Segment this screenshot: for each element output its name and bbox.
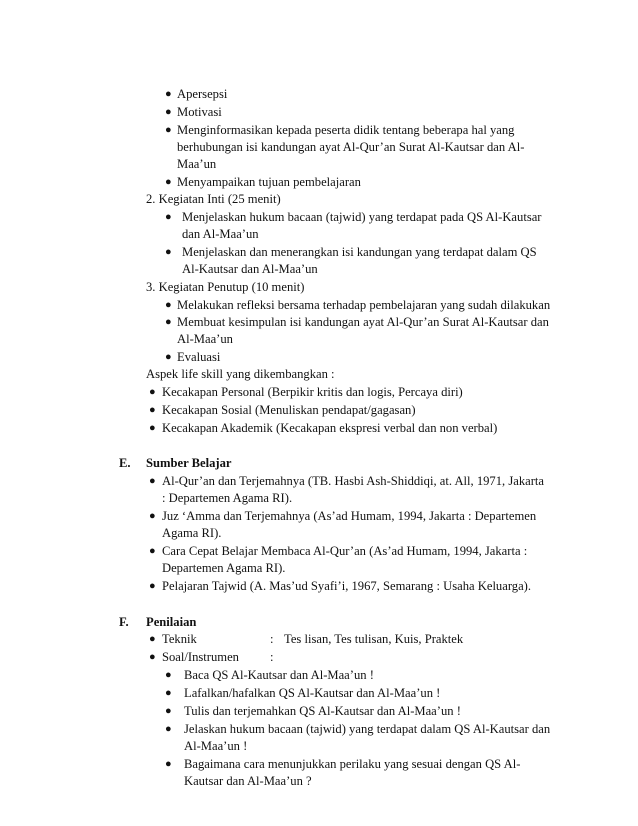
list-item-continuation: Al-Maa’un xyxy=(177,332,233,346)
penilaian-label-teknik: Teknik xyxy=(162,632,197,646)
list-item-continuation: Departemen Agama RI). xyxy=(162,561,286,575)
penilaian-separator: : xyxy=(270,650,274,664)
list-item: Kecakapan Akademik (Kecakapan ekspresi verbal dan non verbal) xyxy=(162,421,498,435)
bullet-icon: ● xyxy=(165,106,172,118)
bullet-icon: ● xyxy=(165,124,172,136)
bullet-icon: ● xyxy=(149,422,156,434)
bullet-icon: ● xyxy=(165,687,172,699)
question-item: Tulis dan terjemahkan QS Al-Kautsar dan Al-Maa’un ! xyxy=(184,704,461,718)
penilaian-separator: : xyxy=(270,632,274,646)
bullet-icon: ● xyxy=(165,669,172,681)
bullet-icon: ● xyxy=(165,88,172,100)
list-item: Menjelaskan hukum bacaan (tajwid) yang terdapat pada QS Al-Kautsar xyxy=(182,210,542,224)
penilaian-value-teknik: Tes lisan, Tes tulisan, Kuis, Praktek xyxy=(284,632,464,646)
list-item: Juz ‘Amma dan Terjemahnya (As’ad Humam, 1994, Jakarta : Departemen xyxy=(162,509,537,523)
list-item: Al-Qur’an dan Terjemahnya (TB. Hasbi Ash-Shiddiqi, at. All, 1971, Jakarta xyxy=(162,474,544,488)
question-item: Jelaskan hukum bacaan (tajwid) yang terdapat dalam QS Al-Kautsar dan xyxy=(184,722,551,736)
question-item-continuation: Al-Maa’un ! xyxy=(184,739,248,753)
list-item: Membuat kesimpulan isi kandungan ayat Al-Qur’an Surat Al-Kautsar dan xyxy=(177,315,549,329)
section-f-letter: F. xyxy=(119,615,129,629)
bullet-icon: ● xyxy=(149,386,156,398)
list-item: Apersepsi xyxy=(177,87,228,101)
bullet-icon: ● xyxy=(149,580,156,592)
list-item: Kecakapan Sosial (Menuliskan pendapat/gagasan) xyxy=(162,403,416,417)
list-item-continuation: Agama RI). xyxy=(162,526,222,540)
list-item-continuation: berhubungan isi kandungan ayat Al-Qur’an Surat Al-Kautsar dan Al- xyxy=(177,140,525,154)
list-item: Menyampaikan tujuan pembelajaran xyxy=(177,175,361,189)
life-skill-heading: Aspek life skill yang dikembangkan : xyxy=(146,367,335,381)
list-item: Menginformasikan kepada peserta didik tentang beberapa hal yang xyxy=(177,123,515,137)
question-item: Bagaimana cara menunjukkan perilaku yang sesuai dengan QS Al- xyxy=(184,757,521,771)
question-item: Baca QS Al-Kautsar dan Al-Maa’un ! xyxy=(184,668,374,682)
kegiatan-inti-heading: 2. Kegiatan Inti (25 menit) xyxy=(146,192,281,206)
list-item: Evaluasi xyxy=(177,350,221,364)
bullet-icon: ● xyxy=(149,475,156,487)
bullet-icon: ● xyxy=(165,211,172,223)
bullet-icon: ● xyxy=(149,633,156,645)
list-item: Menjelaskan dan menerangkan isi kandungan yang terdapat dalam QS xyxy=(182,245,537,259)
list-item-continuation: Al-Kautsar dan Al-Maa’un xyxy=(182,262,318,276)
bullet-icon: ● xyxy=(165,176,172,188)
list-item-continuation: dan Al-Maa’un xyxy=(182,227,259,241)
bullet-icon: ● xyxy=(149,545,156,557)
bullet-icon: ● xyxy=(165,723,172,735)
list-item: Pelajaran Tajwid (A. Mas’ud Syafi’i, 1967, Semarang : Usaha Keluarga). xyxy=(162,579,532,593)
bullet-icon: ● xyxy=(165,758,172,770)
list-item: Cara Cepat Belajar Membaca Al-Qur’an (As’ad Humam, 1994, Jakarta : xyxy=(162,544,528,558)
list-item: Kecakapan Personal (Berpikir kritis dan logis, Percaya diri) xyxy=(162,385,463,399)
bullet-icon: ● xyxy=(165,316,172,328)
bullet-icon: ● xyxy=(165,299,172,311)
list-item-continuation: Maa’un xyxy=(177,157,217,171)
section-f-title: Penilaian xyxy=(146,615,197,629)
section-e-letter: E. xyxy=(119,456,131,470)
bullet-icon: ● xyxy=(149,404,156,416)
section-e-title: Sumber Belajar xyxy=(146,456,232,470)
bullet-icon: ● xyxy=(165,705,172,717)
list-item-continuation: : Departemen Agama RI). xyxy=(162,491,293,505)
bullet-icon: ● xyxy=(165,246,172,258)
list-item: Motivasi xyxy=(177,105,222,119)
bullet-icon: ● xyxy=(165,351,172,363)
list-item: Melakukan refleksi bersama terhadap pembelajaran yang sudah dilakukan xyxy=(177,298,551,312)
penilaian-label-instrumen: Soal/Instrumen xyxy=(162,650,239,664)
bullet-icon: ● xyxy=(149,651,156,663)
kegiatan-penutup-heading: 3. Kegiatan Penutup (10 menit) xyxy=(146,280,305,294)
question-item-continuation: Kautsar dan Al-Maa’un ? xyxy=(184,774,312,788)
question-item: Lafalkan/hafalkan QS Al-Kautsar dan Al-Maa’un ! xyxy=(184,686,441,700)
bullet-icon: ● xyxy=(149,510,156,522)
